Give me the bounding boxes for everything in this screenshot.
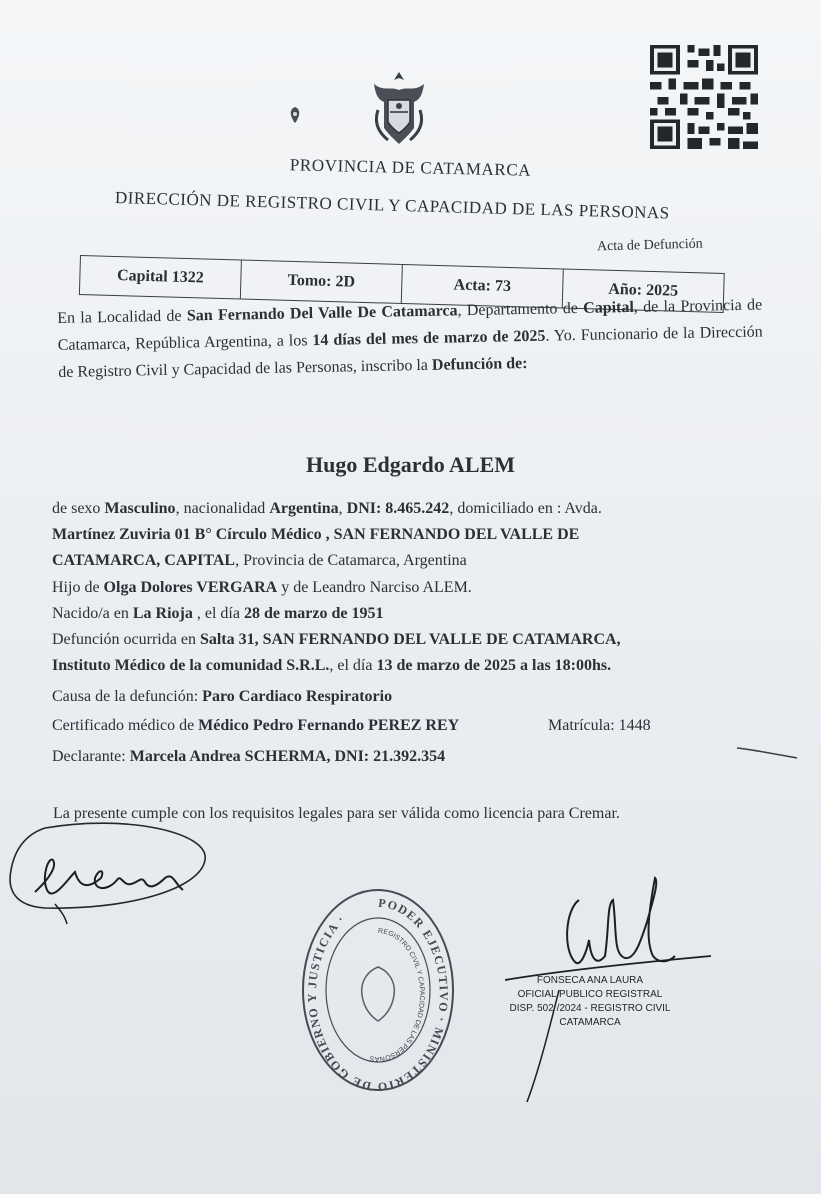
- official-title: OFICIAL PUBLICO REGISTRAL: [517, 989, 663, 1000]
- intro-paragraph: En la Localidad de San Fernando Del Valle De Catamarca, Departamento de Capital, de la Provincia de Catamarca, República Argentina, a los 14 días del mes de marzo de 2025. Yo. Funcionario de la Dirección de Registro Civil y Capacidad de las Personas, inscribo la Defunción de:: [57, 296, 763, 381]
- detail-line-7: Instituto Médico de la comunidad S.R.L., el día 13 de marzo de 2025 a las 18:00hs.: [52, 657, 612, 674]
- left-signature-icon: [5, 820, 215, 930]
- detail-line-5: Nacido/a en La Rioja , el día 28 de marzo de 1951: [52, 605, 384, 622]
- svg-text:REGISTRO CIVIL Y CAPACIDAD DE: REGISTRO CIVIL Y CAPACIDAD DE LAS PERSONAS: [369, 927, 425, 1063]
- detail-line-10: Declarante: Marcela Andrea SCHERMA, DNI: 21.392.354: [52, 748, 446, 765]
- detail-line-3: CATAMARCA, CAPITAL, Provincia de Catamarca, Argentina: [52, 552, 467, 569]
- anio-cell: Año: 2025: [608, 280, 679, 300]
- capital-cell: Capital 1322: [80, 256, 242, 298]
- coat-of-arms-icon: [368, 70, 430, 148]
- deceased-name: Hugo Edgardo ALEM: [305, 452, 516, 477]
- detail-line-6: Defunción ocurrida en Salta 31, SAN FERNANDO DEL VALLE DE CATAMARCA,: [52, 631, 621, 648]
- tomo-cell: Tomo: 2D: [241, 261, 403, 303]
- small-emblem-icon: [288, 106, 302, 124]
- document-type-label: Acta de Defunción: [596, 236, 703, 255]
- acta-cell: Acta: 73: [402, 265, 564, 307]
- official-stamp-seal: [298, 885, 458, 1095]
- qr-code-icon: [650, 45, 758, 149]
- detail-line-9: Certificado médico de Médico Pedro Fernando PEREZ REY: [52, 717, 460, 734]
- directorate-heading: DIRECCIÓN DE REGISTRO CIVIL Y CAPACIDAD DE LAS PERSONAS: [114, 188, 670, 223]
- svg-text:PODER EJECUTIVO · MINISTERIO D: PODER EJECUTIVO · MINISTERIO DE GOBIERNO Y JUSTICIA ·: [304, 895, 452, 1095]
- official-place: CATAMARCA: [559, 1017, 621, 1028]
- official-name: FONSECA ANA LAURA: [536, 975, 644, 986]
- validity-statement: La presente cumple con los requisitos legales para ser válida como licencia para Cremar.: [53, 805, 620, 822]
- province-heading: PROVINCIA DE CATAMARCA: [289, 155, 532, 180]
- detail-line-4: Hijo de Olga Dolores VERGARA y de Leandro Narciso ALEM.: [52, 579, 472, 596]
- detail-line-8: Causa de la defunción: Paro Cardiaco Respiratorio: [52, 688, 393, 705]
- official-disposition: DISP. 502 /2024 - REGISTRO CIVIL: [509, 1003, 671, 1014]
- detail-line-2: Martínez Zuviria 01 B° Círculo Médico , SAN FERNANDO DEL VALLE DE: [52, 526, 580, 543]
- detail-line-1: de sexo Masculino, nacionalidad Argentina, DNI: 8.465.242, domiciliado en : Avda.: [52, 500, 602, 517]
- matricula-label: Matrícula: 1448: [548, 717, 651, 734]
- handwritten-dash-mark: [735, 742, 800, 762]
